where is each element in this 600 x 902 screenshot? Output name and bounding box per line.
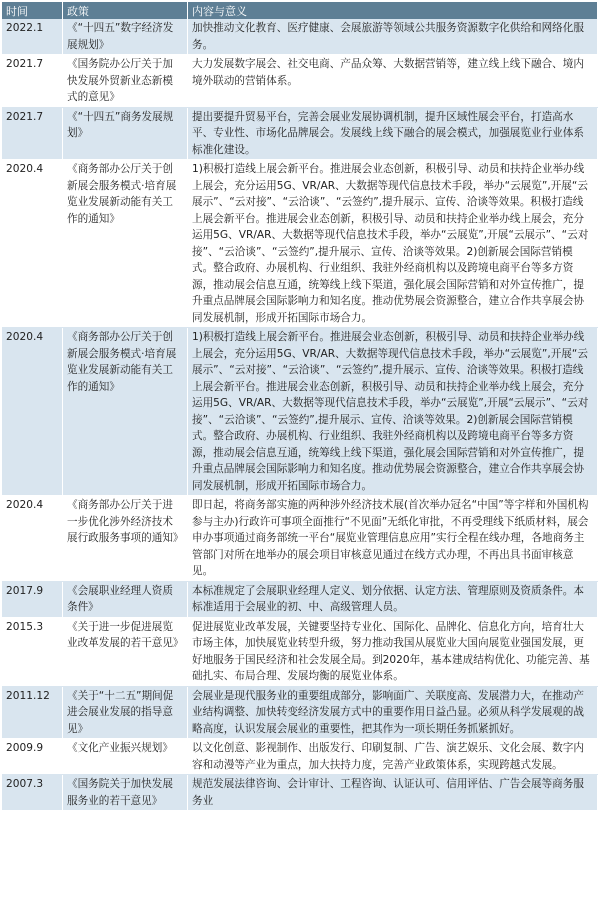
row-time: 2020.4 [2, 496, 63, 582]
row-content: 大力发展数字展会、社交电商、产品众筹、大数据营销等，建立线上线下融合、境内境外联动的营销体系。 [188, 55, 598, 108]
row-content: 1)积极打造线上展会新平台。推进展会业态创新，积极引导、动员和扶持企业举办线上展会，充分运用5G、VR/AR、大数据等现代信息技术手段，举办“云展览”,开展“云展示”、“云对接”、“云洽谈”、“云签约”,提升展示、宣传、洽谈等效果。积极打造线上展会新平台。推进展会业态创新，积极引导、动员和扶持企业举办线上展会，充分运用5G、VR/AR、大数据等现代信息技术手段，举办“云展览”,开展“云展示”、“云对接”、“云洽谈”、“云签约”,提升展示、宣传、洽谈等效果。2)创新展会国际营销模式。整合政府、办展机构、行业组织、我驻外经商机构以及跨境电商平台等多方资源，推动展会信息互通，统筹线上线下渠道，强化展会国际营销和对外宣传推广，提升重点品牌展会国际影响力和知名度。推动优势展会资源整合，建立合作共享展会协同发展机制，形成开拓国际市场合力。 [188, 160, 598, 328]
row-policy: 《关于进一步促进展览业改革发展的若干意见》 [63, 617, 188, 686]
row-content: 加快推动文化教育、医疗健康、会展旅游等领域公共服务资源数字化供给和网络化服务。 [188, 19, 598, 55]
row-policy: 《会展职业经理人资质条件》 [63, 581, 188, 617]
row-policy: 《关于“十二五”期间促进会展业发展的指导意见》 [63, 686, 188, 739]
row-time: 2007.3 [2, 775, 63, 811]
row-policy: 《国务院关于加快发展服务业的若干意见》 [63, 775, 188, 811]
row-time: 2011.12 [2, 686, 63, 739]
table-row [2, 775, 598, 811]
table-row [2, 739, 598, 775]
row-policy: 《文化产业振兴规划》 [63, 739, 188, 775]
row-policy: 《“十四五”商务发展规划》 [63, 107, 188, 160]
policy-table [2, 2, 598, 811]
table-row [2, 581, 598, 617]
table-row [2, 19, 598, 55]
row-content: 会展业是现代服务业的重要组成部分，影响面广、关联度高、发展潜力大，在推动产业结构调整、加快转变经济发展方式中的重要作用日益凸显。必须从科学发展观的战略高度，认识发展会展业的重要性，把其作为一项长期任务抓紧抓好。 [188, 686, 598, 739]
row-policy: 《商务部办公厅关于创新展会服务模式·培育展览业发展新动能有关工作的通知》 [63, 160, 188, 328]
row-time: 2015.3 [2, 617, 63, 686]
table-row [2, 617, 598, 686]
header-content: 内容与意义 [188, 2, 598, 19]
table-row [2, 686, 598, 739]
row-time: 2017.9 [2, 581, 63, 617]
row-content: 1)积极打造线上展会新平台。推进展会业态创新，积极引导、动员和扶持企业举办线上展会，充分运用5G、VR/AR、大数据等现代信息技术手段，举办“云展览”,开展“云展示”、“云对接”、“云洽谈”、“云签约”,提升展示、宣传、洽谈等效果。积极打造线上展会新平台。推进展会业态创新，积极引导、动员和扶持企业举办线上展会，充分运用5G、VR/AR、大数据等现代信息技术手段，举办“云展览”,开展“云展示”、“云对接”、“云洽谈”、“云签约”,提升展示、宣传、洽谈等效果。2)创新展会国际营销模式。整合政府、办展机构、行业组织、我驻外经商机构以及跨境电商平台等多方资源，推动展会信息互通，统筹线上线下渠道，强化展会国际营销和对外宣传推广，提升重点品牌展会国际影响力和知名度。推动优势展会资源整合，建立合作共享展会协同发展机制，形成开拓国际市场合力。 [188, 328, 598, 496]
header-time: 时间 [2, 2, 63, 19]
row-content: 规范发展法律咨询、会计审计、工程咨询、认证认可、信用评估、广告会展等商务服务业 [188, 775, 598, 811]
table-row [2, 55, 598, 108]
row-content: 即日起，将商务部实施的两种涉外经济技术展(首次举办冠名“中国”等字样和外国机构参与主办)行政许可事项全面推行“不见面”无纸化审批，不再受理线下纸质材料，展会申办事项通过商务部统一平台“展览业管理信息应用”实行全程在线办理，各地商务主管部门对所在地举办的展会项目审核意见通过在线方式办理，不再出具书面审核意见。 [188, 496, 598, 582]
row-time: 2020.4 [2, 328, 63, 496]
row-content: 提出要提升贸易平台，完善会展业发展协调机制，提升区域性展会平台，打造高水平、专业性、市场化品牌展会。发展线上线下融合的展会模式，加强展览业行业体系标准化建设。 [188, 107, 598, 160]
row-time: 2021.7 [2, 55, 63, 108]
row-time: 2020.4 [2, 160, 63, 328]
row-time: 2009.9 [2, 739, 63, 775]
table-row [2, 160, 598, 328]
header-policy: 政策 [63, 2, 188, 19]
table-row [2, 328, 598, 496]
row-content: 促进展览业改革发展，关键要坚持专业化、国际化、品牌化、信息化方向，培育壮大市场主体，加快展览业转型升级，努力推动我国从展览业大国向展览业强国发展，更好地服务于国民经济和社会发展全局。到2020年，基本建成结构优化、功能完善、基础扎实、布局合理、发展均衡的展览业体系。 [188, 617, 598, 686]
row-time: 2021.7 [2, 107, 63, 160]
row-policy: 《商务部办公厅关于创新展会服务模式·培育展览业发展新动能有关工作的通知》 [63, 328, 188, 496]
table-header-row [2, 2, 598, 19]
row-content: 以文化创意、影视制作、出版发行、印刷复制、广告、演艺娱乐、文化会展、数字内容和动漫等产业为重点，加大扶持力度，完善产业政策体系，实现跨越式发展。 [188, 739, 598, 775]
table-row [2, 496, 598, 582]
table-row [2, 107, 598, 160]
row-policy: 《商务部办公厅关于进一步优化涉外经济技术展行政服务事项的通知》 [63, 496, 188, 582]
row-policy: 《“十四五”数字经济发展规划》 [63, 19, 188, 55]
row-policy: 《国务院办公厅关于加快发展外贸新业态新模式的意见》 [63, 55, 188, 108]
row-time: 2022.1 [2, 19, 63, 55]
row-content: 本标准规定了会展职业经理人定义、划分依据、认定方法、管理原则及资质条件。本标准适用于会展业的初、中、高级管理人员。 [188, 581, 598, 617]
